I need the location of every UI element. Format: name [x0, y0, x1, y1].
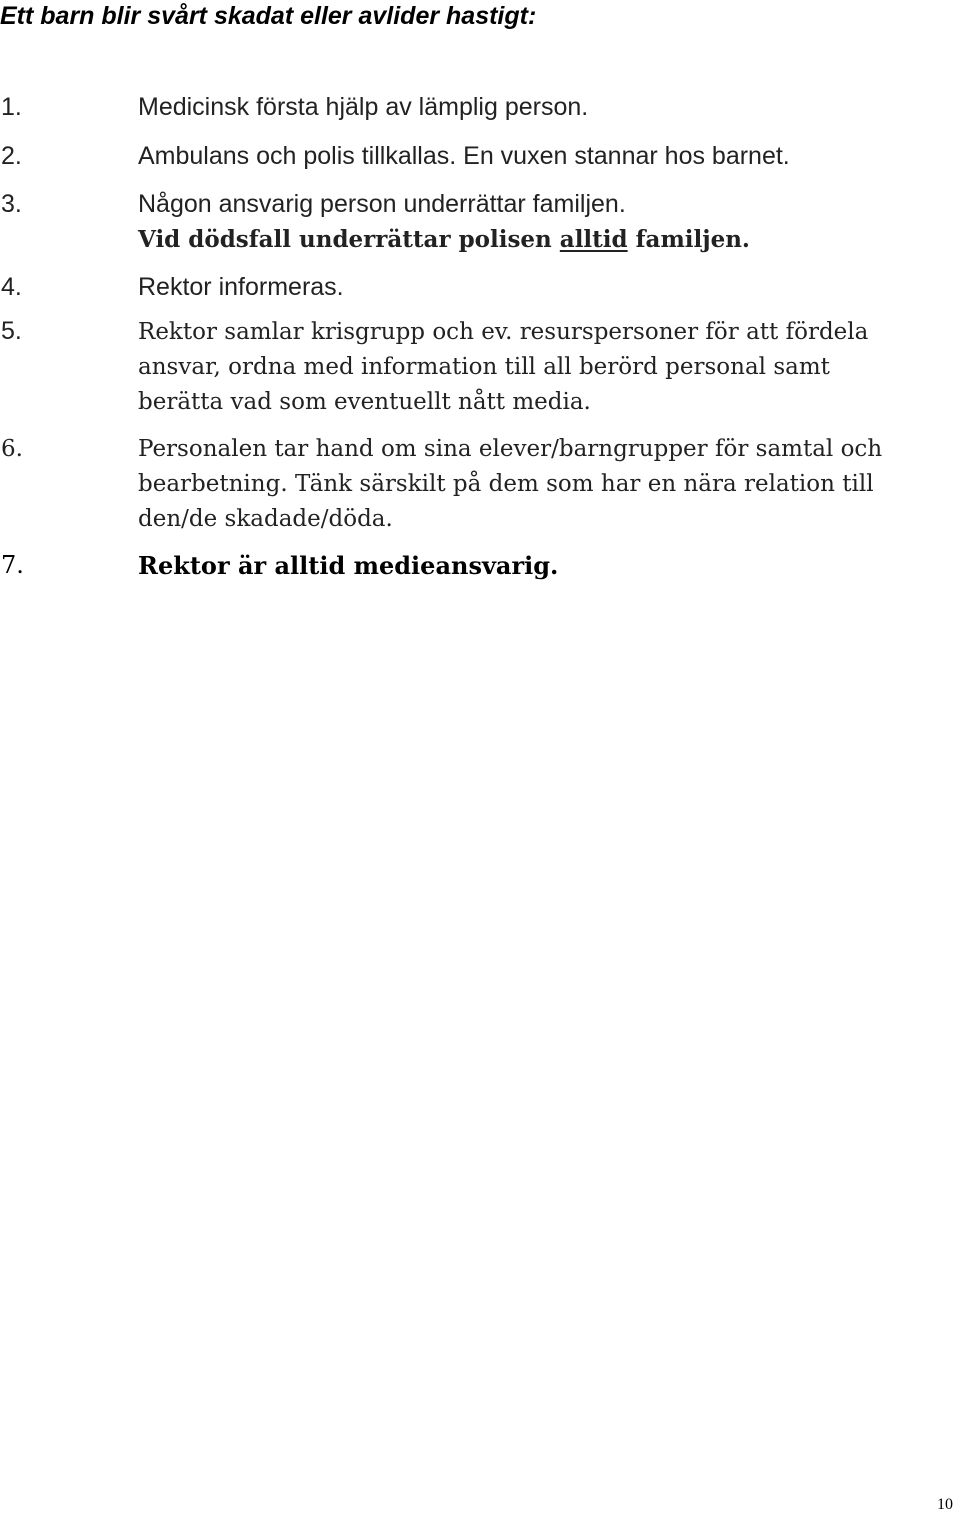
list-item-line: Rektor samlar krisgrupp och ev. resurspersoner för att fördela	[138, 319, 869, 345]
emphasis-text-before: Vid dödsfall underrättar polisen	[138, 226, 552, 253]
emphasis-underlined-word: alltid	[559, 226, 628, 253]
page-number: 10	[937, 1496, 953, 1513]
list-item-text: Rektor är alltid medieansvarig.	[138, 551, 559, 580]
list-item-text: Ambulans och polis tillkallas. En vuxen stannar hos barnet.	[138, 142, 790, 170]
list-number: 3.	[1, 190, 22, 218]
list-number: 6.	[1, 436, 23, 462]
list-item-line: Personalen tar hand om sina elever/barngrupper för samtal och	[138, 436, 883, 462]
list-item-line: ansvar, ordna med information till all berörd personal samt	[138, 354, 830, 380]
list-number: 5.	[1, 317, 22, 345]
list-number: 1.	[1, 93, 22, 121]
list-item-line: bearbetning. Tänk särskilt på dem som har en nära relation till	[138, 471, 874, 497]
list-item-text: Någon ansvarig person underrättar familjen.	[138, 190, 626, 218]
list-item-text: Medicinsk första hjälp av lämplig person.	[138, 93, 589, 121]
list-item-line: den/de skadade/döda.	[138, 506, 393, 532]
page-heading: Ett barn blir svårt skadat eller avlider hastigt:	[0, 2, 537, 30]
list-item-line: berätta vad som eventuellt nått media.	[138, 389, 591, 415]
list-number: 4.	[1, 273, 22, 301]
emphasis-text-after: familjen.	[635, 226, 750, 253]
list-item-text: Rektor informeras.	[138, 273, 344, 301]
list-number: 7.	[1, 551, 24, 579]
emphasis-line	[138, 222, 953, 257]
list-number: 2.	[1, 142, 22, 170]
